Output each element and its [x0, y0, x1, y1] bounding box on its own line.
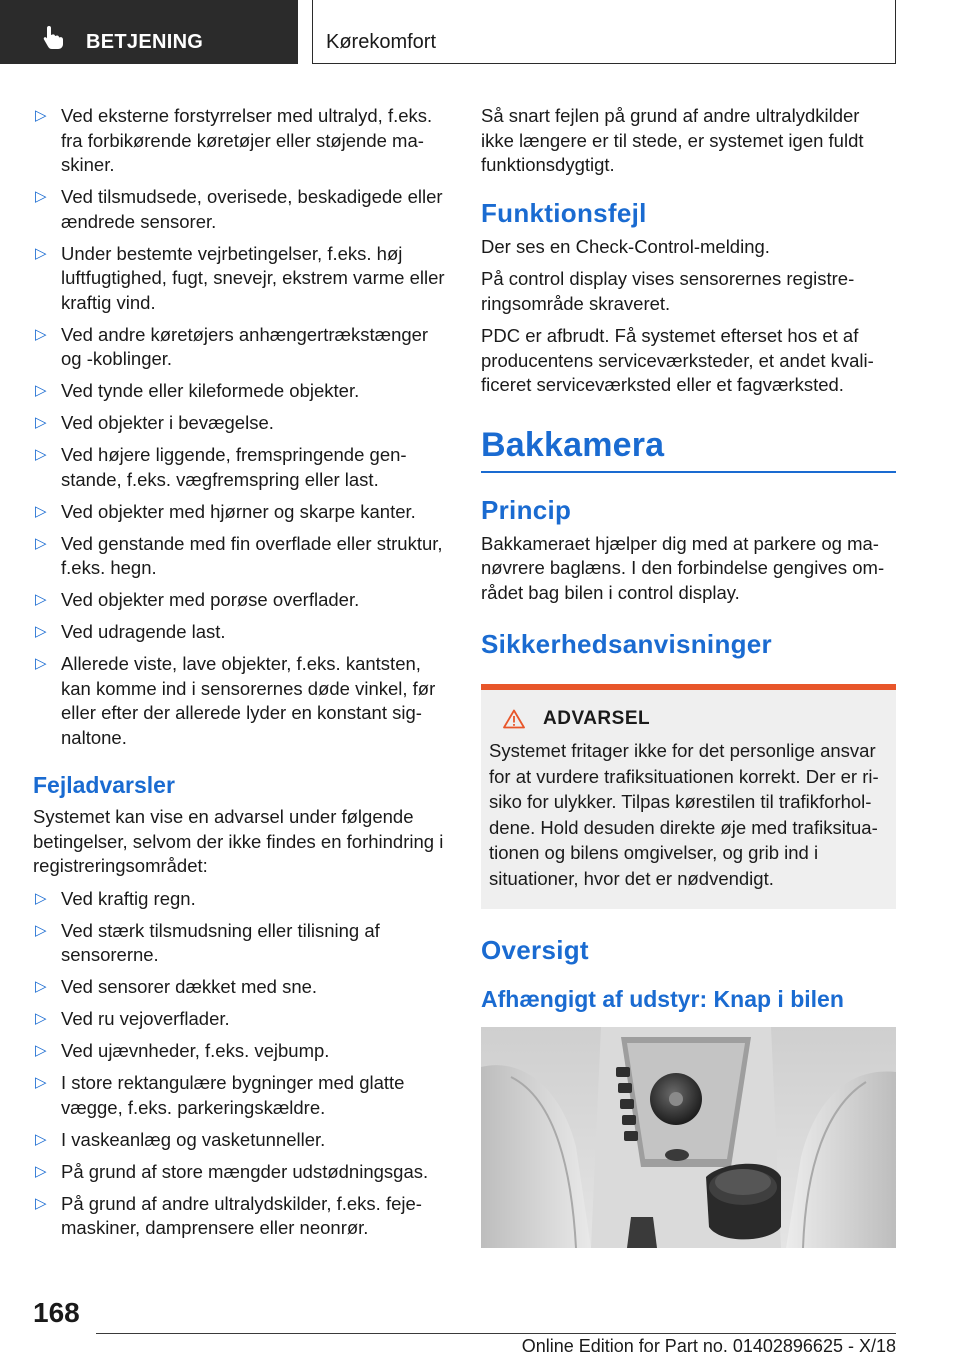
- list-item: ▷ Ved eksterne forstyrrelser med ultralyd, f.eks. fra forbikørende køretøjer eller støjende maskiner.: [35, 105, 433, 175]
- safety-heading: Sikkerhedsanvisninger: [481, 629, 772, 659]
- bullet-triangle-icon: ▷: [35, 655, 47, 672]
- left-column: [33, 104, 448, 1248]
- list-item: ▷ Ved ru vejoverflader.: [33, 1007, 448, 1032]
- malfunction-text-1: Der ses en Check-Control-melding.: [481, 235, 770, 257]
- ultrasound-limitations-list: [33, 104, 448, 750]
- false-warnings-heading: Fejladvarsler: [33, 772, 175, 798]
- chapter-title: Kørekomfort: [326, 31, 437, 53]
- bullet-triangle-icon: ▷: [35, 591, 47, 608]
- hand-pointer-icon: [40, 24, 66, 50]
- warning-box: [481, 684, 896, 909]
- bullet-triangle-icon: ▷: [35, 107, 47, 124]
- bullet-triangle-icon: ▷: [35, 1162, 47, 1180]
- bullet-triangle-icon: ▷: [35, 1194, 47, 1212]
- warning-header: [503, 708, 888, 730]
- equipment-button-heading: Afhængigt af udstyr: Knap i bilen: [481, 986, 844, 1012]
- bullet-triangle-icon: ▷: [35, 921, 47, 939]
- list-item: ▷ Ved objekter med porøse overflader.: [33, 588, 448, 613]
- list-item: ▷ I vaskeanlæg og vasketunneller.: [33, 1128, 448, 1153]
- list-item: ▷ På grund af andre ultralydskilder, f.eks. fejemaskiner, damprensere eller neonrør.: [35, 1192, 422, 1238]
- bullet-triangle-icon: ▷: [35, 502, 47, 520]
- list-item: ▷ Ved udragende last.: [33, 620, 448, 645]
- bullet-triangle-icon: ▷: [35, 414, 47, 431]
- bullet-triangle-icon: ▷: [35, 1130, 47, 1148]
- bullet-triangle-icon: ▷: [35, 382, 47, 399]
- list-item: ▷ Ved højere liggende, fremspringende genstande, f.eks. vægfremspring eller last.: [35, 444, 407, 490]
- warning-title: ADVARSEL: [543, 708, 651, 729]
- list-item: ▷ Ved andre køretøjers anhængertrækstænger og -koblinger.: [35, 323, 429, 369]
- bullet-triangle-icon: ▷: [35, 1042, 47, 1059]
- list-item: ▷ Ved genstande med fin overflade eller struktur, f.eks. hegn.: [35, 532, 443, 578]
- rear-camera-heading: Bakkamera: [481, 426, 896, 473]
- malfunction-text-2: På control display vises sensorernes registreringsområde skraveret.: [481, 268, 855, 314]
- bullet-triangle-icon: ▷: [35, 534, 47, 552]
- bullet-triangle-icon: ▷: [35, 889, 47, 907]
- right-column: [481, 104, 896, 1248]
- footer-edition: Online Edition for Part no. 01402896625 - X/18: [521, 1336, 896, 1356]
- center-console-illustration: [481, 1027, 896, 1248]
- list-item: ▷ Ved sensorer dækket med sne.: [33, 975, 448, 1000]
- list-item: ▷ Allerede viste, lave objekter, f.eks. kantsten, kan komme ind i sensorernes døde vinkel, før eller efter der allerede lyder en konstant signaltone.: [35, 653, 436, 748]
- footer-rule: [96, 1333, 896, 1334]
- malfunction-heading: Funktionsfejl: [481, 197, 647, 228]
- list-item: ▷ Ved stærk tilsmudsning eller tilisning af sensorerne.: [35, 919, 380, 965]
- list-item: ▷ Ved tynde eller kileformede objekter.: [33, 379, 448, 404]
- list-item: ▷ Ved kraftig regn.: [33, 887, 448, 912]
- list-item: ▷ Ved ujævnheder, f.eks. vejbump.: [33, 1039, 448, 1064]
- console-button-photo: [481, 1027, 896, 1248]
- recovery-paragraph: Så snart fejlen på grund af andre ultralydkilder ikke længere er til stede, er systemet igen fuldt funktionsdygtigt.: [481, 105, 864, 175]
- false-warnings-list: [33, 887, 448, 1241]
- list-item: ▷ Ved objekter i bevægelse.: [33, 411, 448, 436]
- principle-heading: Princip: [481, 494, 572, 525]
- bullet-triangle-icon: ▷: [35, 446, 47, 463]
- false-warnings-intro: Systemet kan vise en advarsel under følgende betingelser, selvom der ikke findes en forhindring i registreringsområdet:: [33, 806, 444, 876]
- list-item: ▷ Ved tilsmudsede, overisede, beskadigede eller ændrede sensorer.: [35, 186, 443, 232]
- warning-triangle-icon: [503, 709, 525, 729]
- bullet-triangle-icon: ▷: [35, 1074, 47, 1091]
- bullet-triangle-icon: ▷: [35, 244, 47, 262]
- list-item: ▷ Ved objekter med hjørner og skarpe kanter.: [33, 500, 448, 525]
- list-item: ▷ På grund af store mængder udstødningsgas.: [33, 1160, 448, 1185]
- warning-text: Systemet fritager ikke for det personlige ansvar for at vurdere trafiksituationen korrekt. Der er risiko for ulykker. Tilpas kørestilen til trafikforholdene. Hold desuden direkte øje med trafiksituationen og bilens omgivelser, og grib ind i situationer, hvor det er nødvendigt.: [489, 740, 879, 889]
- page-number: 168: [33, 1297, 80, 1328]
- bullet-triangle-icon: ▷: [35, 978, 47, 995]
- header-section-tab: [0, 0, 298, 64]
- overview-heading: Oversigt: [481, 935, 589, 965]
- list-item: ▷ Under bestemte vejrbetingelser, f.eks. høj luftfugtighed, fugt, snevejr, ekstrem varme eller kraftig vind.: [35, 242, 445, 313]
- bullet-triangle-icon: ▷: [35, 1010, 47, 1027]
- malfunction-text-3: PDC er afbrudt. Få systemet efterset hos et af producentens serviceværksteder, et andet kvalificeret serviceværksted eller et fagværksted.: [481, 325, 874, 395]
- bullet-triangle-icon: ▷: [35, 325, 47, 343]
- bullet-triangle-icon: ▷: [35, 623, 47, 640]
- list-item: ▷ I store rektangulære bygninger med glatte vægge, f.eks. parkeringskældre.: [35, 1072, 405, 1118]
- bullet-triangle-icon: ▷: [35, 188, 47, 205]
- principle-text: Bakkameraet hjælper dig med at parkere og manøvrere baglæns. I den forbindelse gengives området bag bilen i control display.: [481, 532, 885, 603]
- section-title: BETJENING: [86, 31, 204, 53]
